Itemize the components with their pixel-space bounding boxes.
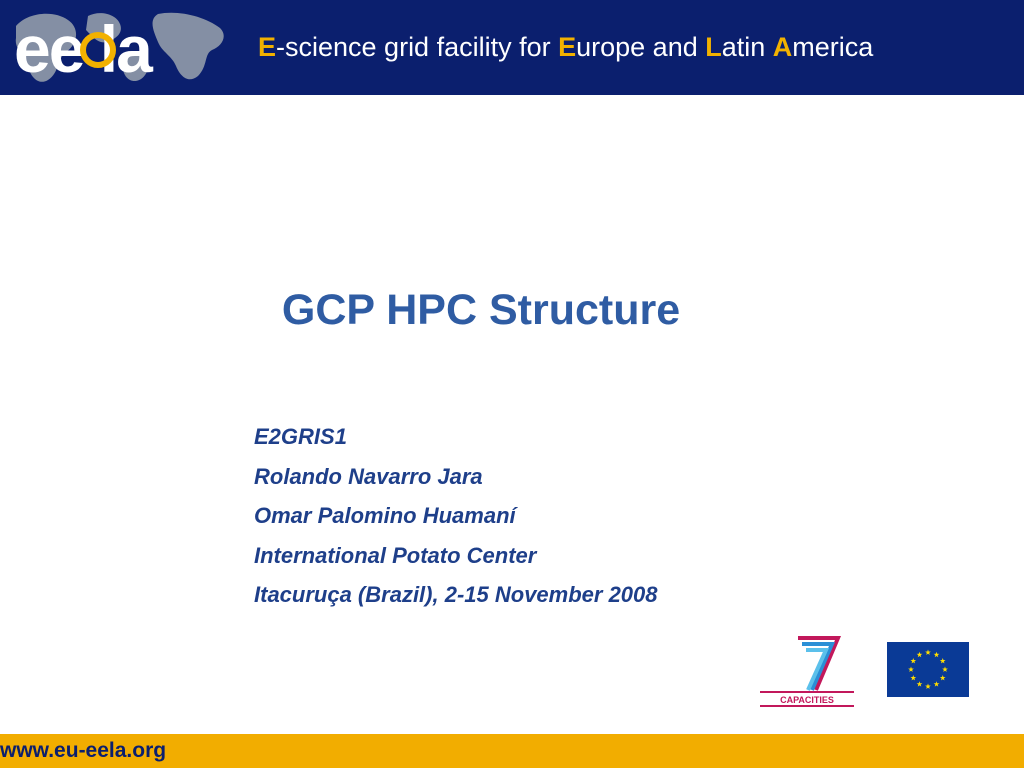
eu-flag-icon (887, 642, 969, 697)
tagline-initial: A (772, 32, 793, 62)
tagline-text: urope and (576, 32, 706, 62)
fp7-capacities-logo (758, 632, 858, 712)
tagline-initial: E (558, 32, 577, 62)
tagline-text: -science grid facility for (276, 32, 559, 62)
info-line: Itacuruça (Brazil), 2-15 November 2008 (254, 582, 658, 607)
fp7-label: CAPACITIES (780, 695, 834, 705)
tagline-initial: E (258, 32, 277, 62)
info-line: Omar Palomino Huamaní (254, 503, 516, 528)
tagline-text: merica (792, 32, 874, 62)
tagline-text: atin (721, 32, 773, 62)
info-line: Rolando Navarro Jara (254, 463, 483, 489)
tagline (258, 34, 873, 61)
info-line: E2GRIS1 (254, 424, 347, 449)
footer-bar (0, 734, 1024, 768)
presentation-info (254, 420, 658, 618)
website-link[interactable]: www.eu-eela.org (0, 739, 167, 762)
header-bar (0, 0, 1024, 95)
slide-title: GCP HPC Structure (281, 286, 681, 334)
info-line: International Potato Center (254, 542, 537, 568)
tagline-initial: L (705, 32, 722, 62)
eela-logo (8, 6, 230, 92)
logo-text: ee la (14, 12, 151, 86)
